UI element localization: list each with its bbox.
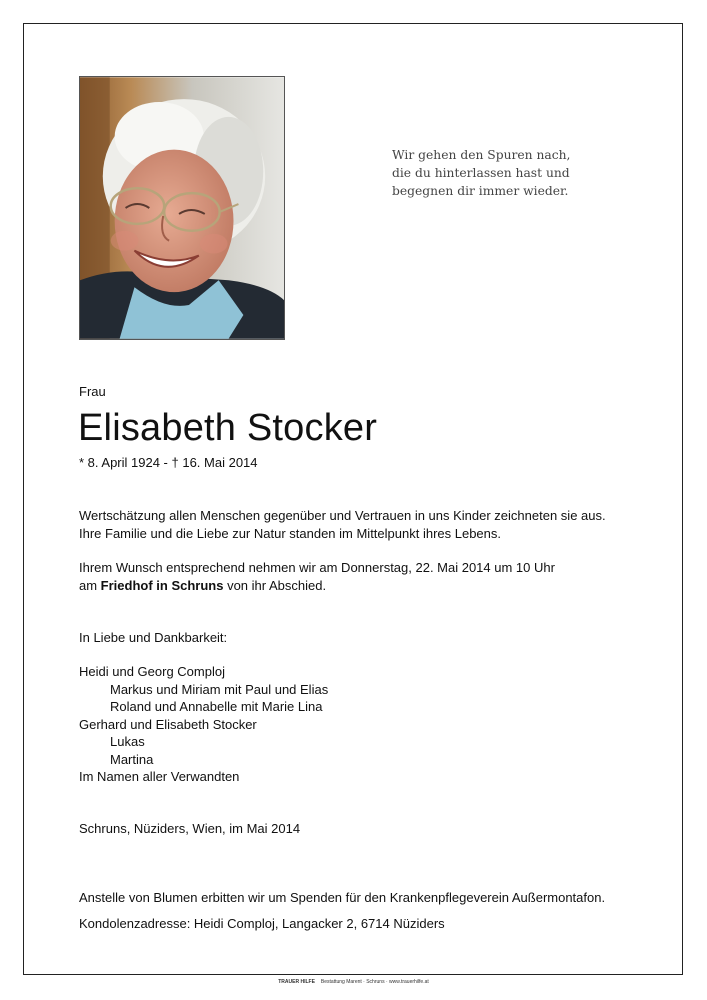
mourner-line: Gerhard und Elisabeth Stocker [79, 716, 257, 732]
portrait-image [80, 77, 284, 339]
ceremony-suffix: von ihr Abschied. [223, 578, 327, 593]
mourner-line: Heidi und Georg Comploj [79, 664, 225, 679]
salutation: Frau [79, 384, 106, 399]
donation-note: Anstelle von Blumen erbitten wir um Spenden für den Krankenpflegeverein Außermontafon. [79, 890, 606, 905]
ceremony-location: Friedhof in Schruns [100, 578, 224, 593]
ceremony-prefix: am [79, 578, 101, 593]
quote-line: die du hinterlassen hast und [392, 166, 570, 180]
footer-info: Bestattung Marent · Schruns · www.trauerhilfe.at [320, 979, 429, 985]
tribute-line-1: Wertschätzung allen Menschen gegenüber und Vertrauen in uns Kinder zeichneten sie aus. [79, 508, 606, 523]
ceremony-line-2 [79, 577, 326, 595]
footer [0, 979, 707, 985]
mourners-list [79, 663, 328, 786]
mourner-line: Im Namen aller Verwandten [79, 769, 240, 784]
condolence-address: Kondolenzadresse: Heidi Comploj, Langacker 2, 6714 Nüziders [79, 916, 445, 931]
mourner-line: Markus und Miriam mit Paul und Elias [110, 681, 329, 697]
memorial-quote [392, 146, 592, 200]
life-dates: * 8. April 1924 - † 16. Mai 2014 [79, 455, 258, 470]
quote-line: begegnen dir immer wieder. [392, 184, 569, 198]
mourner-line: Lukas [110, 734, 145, 749]
footer-brand: TRAUER HILFE [278, 979, 315, 985]
ceremony-line-1: Ihrem Wunsch entsprechend nehmen wir am Donnerstag, 22. Mai 2014 um 10 Uhr [79, 560, 555, 575]
place-date: Schruns, Nüziders, Wien, im Mai 2014 [79, 821, 301, 836]
portrait-photo [79, 76, 285, 340]
tribute-line-2: Ihre Familie und die Liebe zur Natur standen im Mittelpunkt ihres Lebens. [79, 526, 501, 541]
mourner-line: Martina [110, 751, 154, 767]
quote-line: Wir gehen den Spuren nach, [392, 148, 571, 162]
deceased-name: Elisabeth Stocker [78, 407, 378, 449]
mourner-line: Roland und Annabelle mit Marie Lina [110, 699, 323, 714]
mourners-intro: In Liebe und Dankbarkeit: [79, 630, 228, 645]
